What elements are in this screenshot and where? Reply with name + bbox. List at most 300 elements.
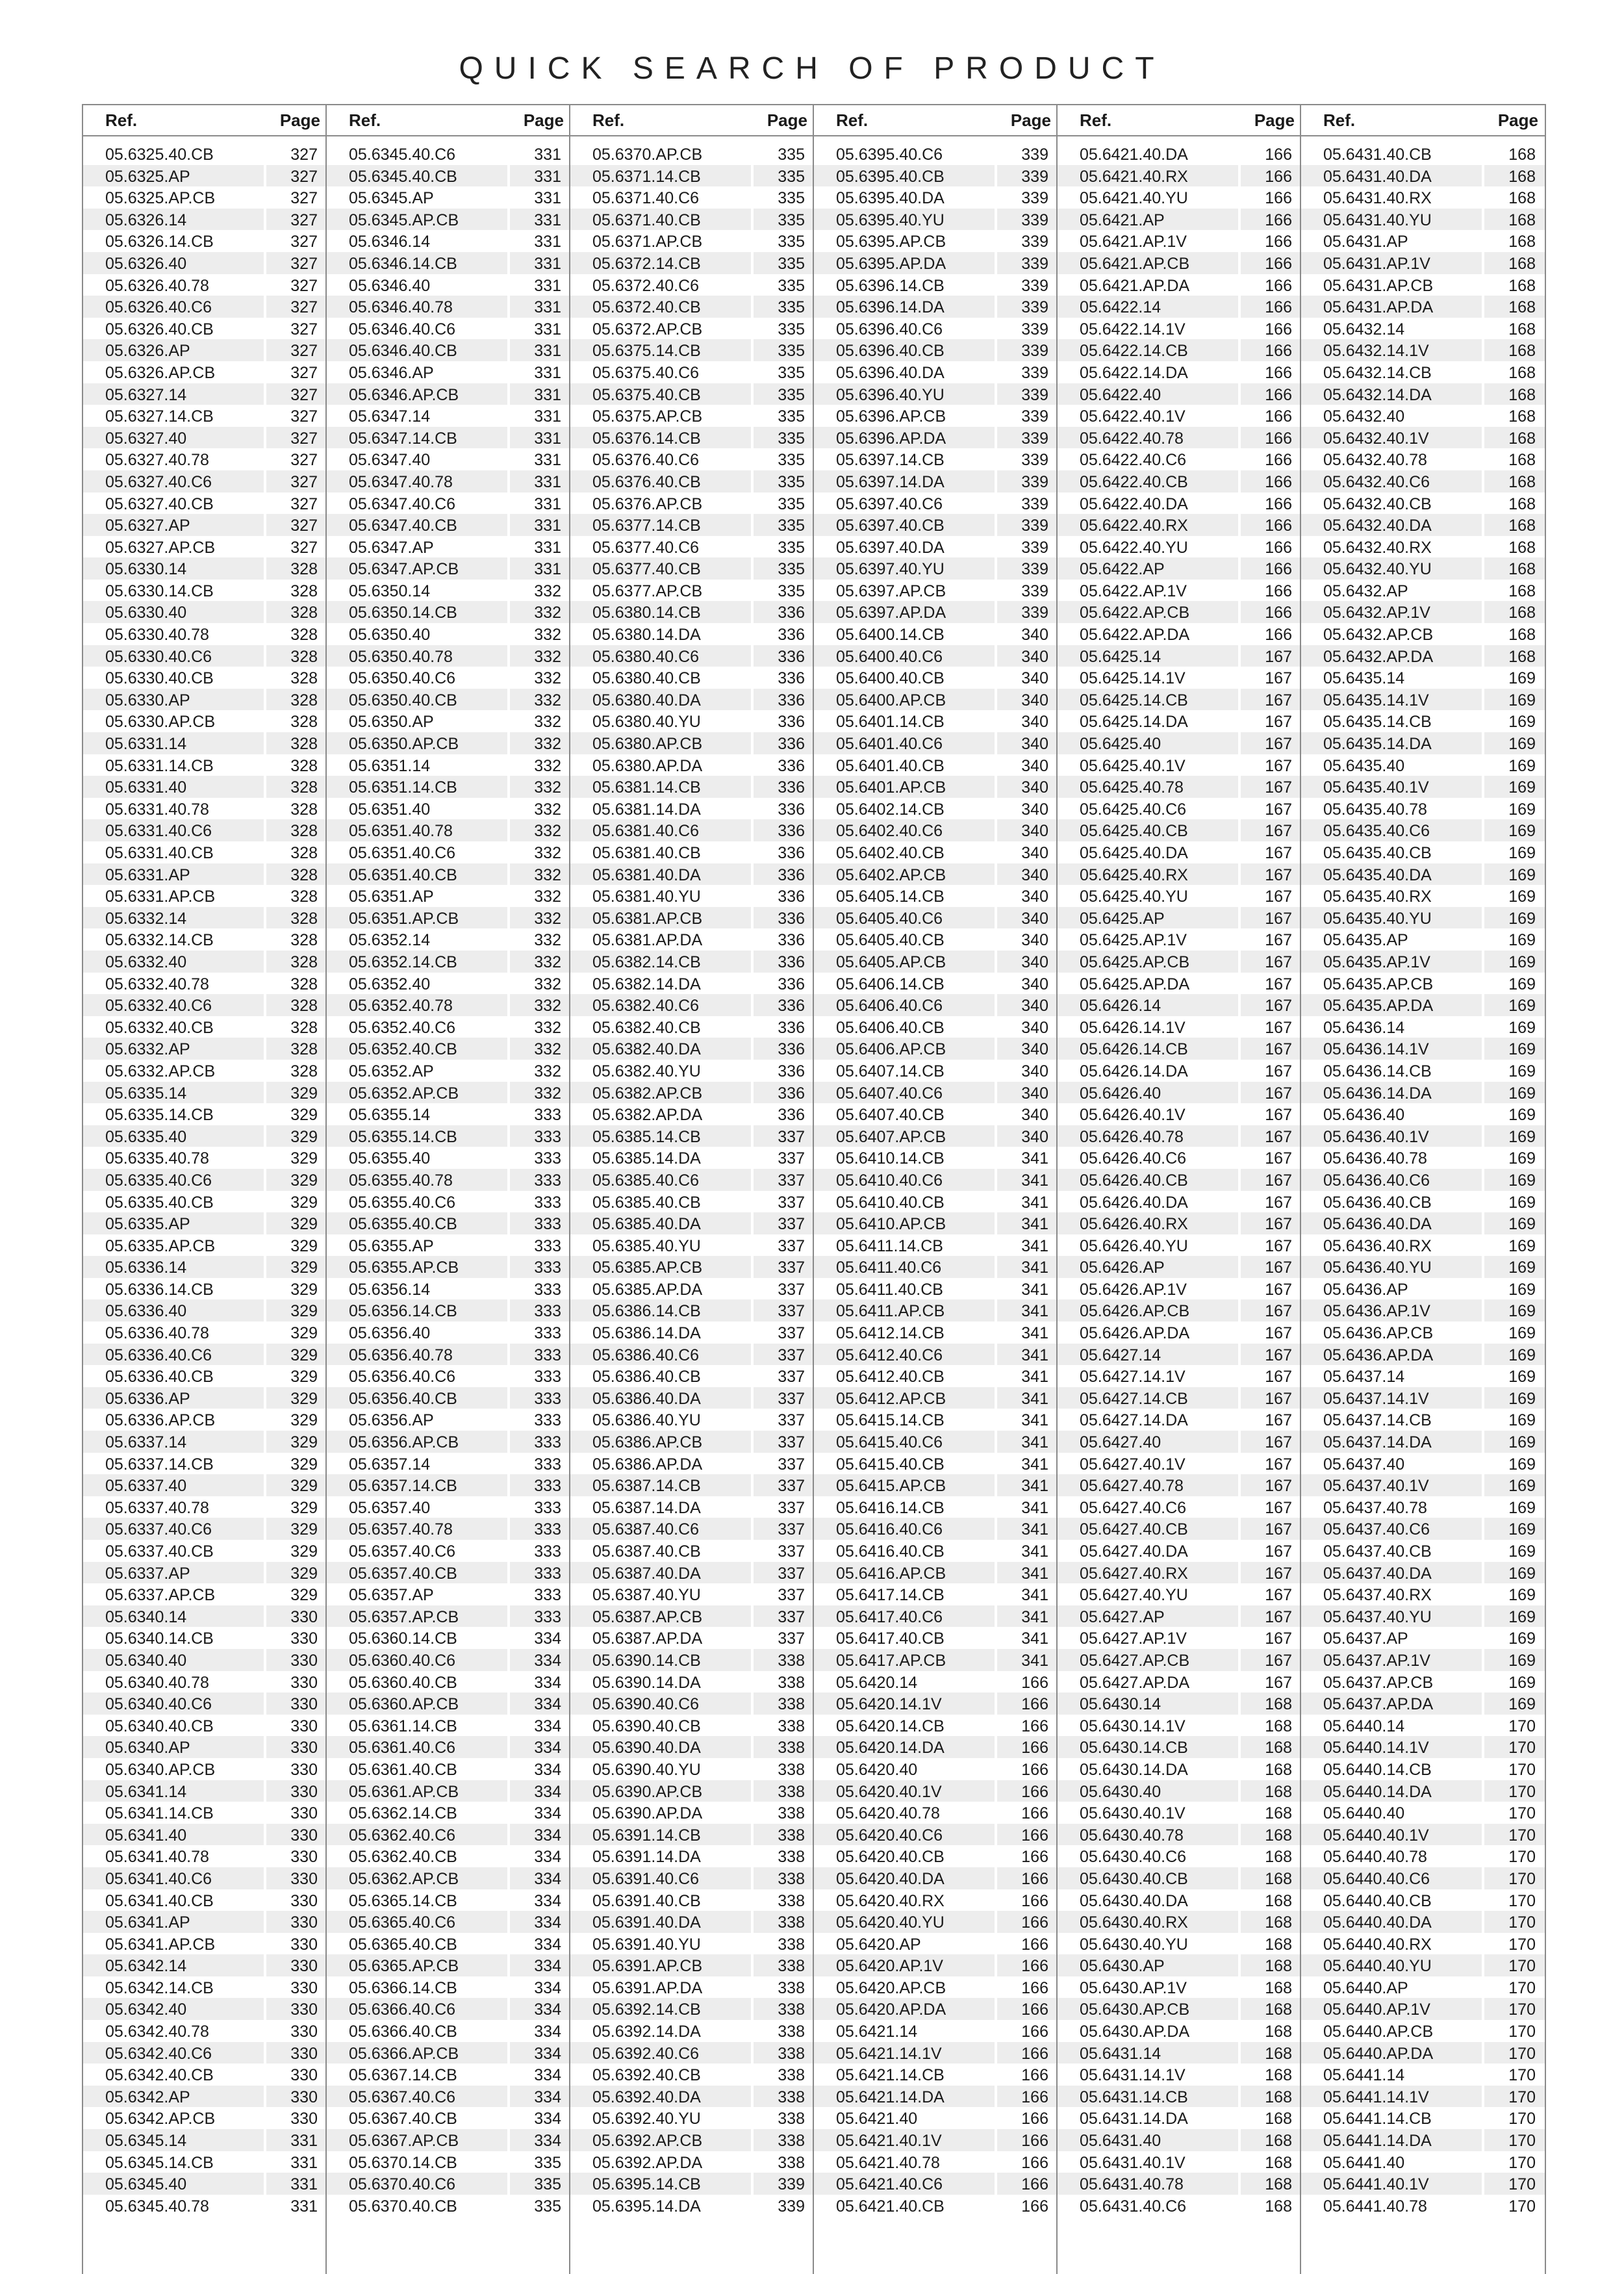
table-row [327, 1082, 570, 1104]
cell-divider [507, 2129, 510, 2151]
cell-divider [1482, 1715, 1484, 1737]
product-ref: 05.6396.40.YU [836, 385, 945, 404]
table-row [83, 1234, 327, 1257]
cell-divider [995, 601, 997, 623]
cell-divider [1482, 1954, 1484, 1976]
product-ref: 05.6401.14.CB [836, 713, 945, 732]
page-number: 331 [534, 320, 561, 339]
table-row [327, 209, 570, 231]
product-ref: 05.6427.40.78 [1080, 1477, 1184, 1496]
table-row [1058, 1998, 1301, 2020]
table-row [327, 1780, 570, 1802]
page-number: 341 [1021, 1368, 1048, 1386]
cell-divider [1482, 1169, 1484, 1191]
table-row [327, 1169, 570, 1191]
page-number: 328 [290, 865, 318, 884]
cell-divider [264, 1103, 266, 1125]
product-ref: 05.6352.40.78 [349, 997, 453, 1016]
product-ref: 05.6371.40.CB [592, 211, 701, 229]
product-ref: 05.6426.AP.DA [1080, 1324, 1190, 1343]
page-number: 166 [1021, 1695, 1048, 1714]
cell-divider [1482, 514, 1484, 536]
cell-divider [507, 143, 510, 165]
table-row [570, 1060, 814, 1082]
table-row [327, 951, 570, 973]
cell-divider [751, 1802, 754, 1824]
product-ref: 05.6330.40.CB [105, 669, 214, 688]
page-number: 166 [1265, 189, 1292, 208]
page-number: 168 [1265, 2153, 1292, 2172]
page-number: 327 [290, 167, 318, 186]
table-row [1058, 2042, 1301, 2064]
cell-divider [264, 1562, 266, 1584]
table-row [570, 318, 814, 340]
product-ref: 05.6421.14.1V [836, 2044, 942, 2063]
page-number: 166 [1265, 581, 1292, 600]
table-row [83, 1278, 327, 1300]
cell-divider [751, 383, 754, 405]
product-ref: 05.6432.AP.CB [1323, 626, 1434, 645]
table-row [1058, 1583, 1301, 1605]
table-row [1301, 1169, 1545, 1191]
cell-divider [507, 470, 510, 492]
table-row [83, 645, 327, 667]
table-row [570, 165, 814, 187]
table-row [1058, 689, 1301, 711]
product-ref: 05.6395.40.CB [836, 167, 945, 186]
page-number: 336 [778, 778, 805, 797]
product-ref: 05.6382.40.YU [592, 1062, 701, 1080]
product-ref: 05.6350.40 [349, 626, 431, 645]
table-row [1058, 1496, 1301, 1518]
cell-divider [995, 1060, 997, 1082]
product-ref: 05.6357.40.CB [349, 1564, 457, 1583]
product-ref: 05.6342.14.CB [105, 1978, 214, 1997]
table-row [570, 361, 814, 383]
table-row [1058, 1758, 1301, 1780]
product-ref: 05.6402.AP.CB [836, 865, 946, 884]
cell-divider [751, 470, 754, 492]
cell-divider [995, 427, 997, 449]
table-row [83, 2020, 327, 2042]
product-ref: 05.6397.40.DA [836, 538, 945, 557]
product-ref: 05.6422.40.DA [1080, 494, 1188, 513]
product-ref: 05.6437.40.CB [1323, 1542, 1432, 1561]
product-ref: 05.6342.40.C6 [105, 2044, 212, 2063]
product-ref: 05.6372.AP.CB [592, 320, 703, 339]
page-number: 166 [1265, 298, 1292, 317]
product-ref: 05.6435.14.DA [1323, 735, 1432, 754]
table-row [570, 1954, 814, 1976]
page-number: 169 [1508, 778, 1536, 797]
table-row [1058, 230, 1301, 252]
page-number: 338 [778, 1717, 805, 1735]
cell-divider [507, 710, 510, 732]
table-row [570, 2086, 814, 2108]
page-number: 336 [778, 735, 805, 754]
table-row [327, 580, 570, 602]
product-ref: 05.6327.AP.CB [105, 538, 216, 557]
cell-divider [995, 1387, 997, 1409]
table-row [814, 1125, 1058, 1147]
cell-divider [751, 405, 754, 427]
table-row [1301, 514, 1545, 536]
page-number: 335 [778, 298, 805, 317]
page-number: 166 [1265, 429, 1292, 448]
product-ref: 05.6327.40.CB [105, 494, 214, 513]
table-row [1058, 361, 1301, 383]
product-ref: 05.6391.AP.CB [592, 1957, 703, 1976]
table-row [83, 165, 327, 187]
page-number: 168 [1265, 1935, 1292, 1954]
page-number: 167 [1265, 1368, 1292, 1386]
product-ref: 05.6387.40.CB [592, 1542, 701, 1561]
cell-divider [507, 230, 510, 252]
product-ref: 05.6332.40.CB [105, 1018, 214, 1037]
cell-divider [751, 318, 754, 340]
product-ref: 05.6371.AP.CB [592, 233, 703, 251]
page-number: 334 [534, 1629, 561, 1648]
cell-divider [507, 645, 510, 667]
cell-divider [751, 2129, 754, 2151]
table-row [1301, 165, 1545, 187]
cell-divider [507, 405, 510, 427]
page-number: 169 [1508, 952, 1536, 971]
cell-divider [1238, 2042, 1241, 2064]
cell-divider [995, 1933, 997, 1955]
product-ref: 05.6326.AP [105, 342, 190, 361]
product-ref: 05.6437.AP.1V [1323, 1651, 1430, 1670]
cell-divider [751, 623, 754, 645]
table-row [570, 1933, 814, 1955]
cell-divider [1238, 1453, 1241, 1475]
cell-divider [995, 623, 997, 645]
page-number: 169 [1508, 1695, 1536, 1714]
cell-divider [264, 1169, 266, 1191]
page-number: 335 [778, 560, 805, 579]
table-row [83, 536, 327, 558]
cell-divider [1482, 1365, 1484, 1387]
table-row [1301, 1627, 1545, 1649]
table-row [1301, 2086, 1545, 2108]
product-ref: 05.6420.14.1V [836, 1695, 942, 1714]
cell-divider [751, 2086, 754, 2108]
table-row [1301, 448, 1545, 470]
page-number: 338 [778, 2044, 805, 2063]
cell-divider [995, 1583, 997, 1605]
cell-divider [264, 623, 266, 645]
cell-divider [1482, 252, 1484, 274]
cell-divider [1482, 143, 1484, 165]
table-row [327, 252, 570, 274]
product-ref: 05.6390.40.DA [592, 1739, 701, 1757]
page-number: 331 [534, 363, 561, 382]
product-ref: 05.6410.AP.CB [836, 1215, 946, 1234]
product-ref: 05.6392.40.DA [592, 2088, 701, 2106]
page-number: 166 [1021, 1891, 1048, 1910]
page-number: 334 [534, 2088, 561, 2106]
page-number: 168 [1508, 189, 1536, 208]
product-ref: 05.6437.40.DA [1323, 1564, 1432, 1583]
page-number: 329 [290, 1106, 318, 1125]
product-ref: 05.6330.14.CB [105, 581, 214, 600]
cell-divider [507, 536, 510, 558]
page-number: 166 [1021, 1957, 1048, 1976]
table-row [1058, 1780, 1301, 1802]
cell-divider [1482, 776, 1484, 798]
product-ref: 05.6346.40.78 [349, 298, 453, 317]
page-number: 340 [1021, 647, 1048, 666]
product-ref: 05.6357.14.CB [349, 1477, 457, 1496]
product-ref: 05.6436.14.CB [1323, 1062, 1432, 1080]
product-ref: 05.6351.14 [349, 756, 431, 775]
page-number: 336 [778, 669, 805, 688]
product-ref: 05.6426.40.RX [1080, 1215, 1188, 1234]
product-ref: 05.6421.14.DA [836, 2088, 945, 2106]
table-row [1301, 1562, 1545, 1584]
product-ref: 05.6390.AP.CB [592, 1782, 703, 1801]
product-ref: 05.6430.40.CB [1080, 1869, 1188, 1888]
product-ref: 05.6395.14.CB [592, 2175, 701, 2194]
page-number: 331 [290, 2197, 318, 2216]
table-row [1301, 405, 1545, 427]
page-number: 168 [1265, 2132, 1292, 2151]
product-ref: 05.6355.AP [349, 1236, 434, 1255]
product-ref: 05.6432.40.78 [1323, 451, 1427, 470]
cell-divider [751, 2042, 754, 2064]
product-ref: 05.6356.40.C6 [349, 1368, 456, 1386]
cell-divider [264, 1911, 266, 1933]
table-row [83, 1649, 327, 1671]
product-ref: 05.6430.AP.DA [1080, 2023, 1190, 2041]
page-number: 167 [1265, 756, 1292, 775]
cell-divider [1482, 557, 1484, 580]
table-row [327, 1715, 570, 1737]
page-number: 331 [534, 233, 561, 251]
table-row [1301, 1693, 1545, 1715]
page-number: 170 [1508, 1760, 1536, 1779]
product-ref: 05.6435.40 [1323, 756, 1405, 775]
product-ref: 05.6426.14.1V [1080, 1018, 1186, 1037]
table-row [1058, 252, 1301, 274]
page-number: 167 [1265, 1280, 1292, 1299]
cell-divider [1238, 1671, 1241, 1693]
product-ref: 05.6395.40.YU [836, 211, 945, 229]
page-number: 167 [1265, 1607, 1292, 1626]
product-ref: 05.6412.40.CB [836, 1368, 945, 1386]
page-number: 170 [1508, 1869, 1536, 1888]
product-ref: 05.6352.40 [349, 975, 431, 993]
page-number: 332 [534, 909, 561, 928]
table-row [814, 1998, 1058, 2020]
cell-divider [264, 1125, 266, 1147]
cell-divider [751, 580, 754, 602]
table-row [83, 623, 327, 645]
table-row [83, 1605, 327, 1628]
cell-divider [507, 1671, 510, 1693]
product-ref: 05.6335.40 [105, 1127, 187, 1146]
page-number: 330 [290, 2023, 318, 2041]
table-row [570, 470, 814, 492]
table-row [327, 1889, 570, 1911]
page-number: 170 [1508, 1978, 1536, 1997]
product-ref: 05.6435.14.CB [1323, 713, 1432, 732]
cell-divider [995, 2063, 997, 2086]
table-row [327, 339, 570, 361]
product-ref: 05.6400.14.CB [836, 626, 945, 645]
cell-divider [507, 2086, 510, 2108]
product-ref: 05.6377.14.CB [592, 517, 701, 535]
product-ref: 05.6425.40 [1080, 735, 1161, 754]
page-number: 328 [290, 669, 318, 688]
page-number: 170 [1508, 1804, 1536, 1823]
table-row [1301, 1758, 1545, 1780]
page-number: 327 [290, 320, 318, 339]
product-ref: 05.6431.40.YU [1323, 211, 1432, 229]
cell-divider [264, 885, 266, 907]
table-row [83, 296, 327, 318]
cell-divider [507, 361, 510, 383]
table-row [570, 623, 814, 645]
table-row [570, 667, 814, 689]
table-row [570, 1583, 814, 1605]
page-number: 168 [1508, 385, 1536, 404]
table-row [1058, 1562, 1301, 1584]
product-ref: 05.6421.40.DA [1080, 146, 1188, 164]
page-number: 333 [534, 1477, 561, 1496]
page-number: 333 [534, 1215, 561, 1234]
table-row [1301, 230, 1545, 252]
table-row [814, 1518, 1058, 1540]
table-row [814, 689, 1058, 711]
product-ref: 05.6355.40.78 [349, 1171, 453, 1190]
page-number: 329 [290, 1411, 318, 1430]
product-ref: 05.6351.40.78 [349, 822, 453, 841]
cell-divider [1238, 1344, 1241, 1366]
cell-divider [751, 907, 754, 929]
table-row [814, 514, 1058, 536]
table-row [1301, 994, 1545, 1016]
cell-divider [1238, 1758, 1241, 1780]
product-ref: 05.6426.40.CB [1080, 1171, 1188, 1190]
page-number: 331 [534, 407, 561, 426]
page-number: 169 [1508, 1455, 1536, 1474]
table-row [570, 2173, 814, 2195]
product-ref: 05.6326.AP.CB [105, 363, 216, 382]
cell-divider [751, 1431, 754, 1453]
page-number: 166 [1021, 1782, 1048, 1801]
page-number: 166 [1021, 1717, 1048, 1735]
table-row [83, 318, 327, 340]
product-ref: 05.6341.40.C6 [105, 1869, 212, 1888]
table-row [1058, 1103, 1301, 1125]
product-ref: 05.6420.14 [836, 1673, 918, 1692]
cell-divider [751, 1082, 754, 1104]
page-number: 166 [1265, 342, 1292, 361]
product-ref: 05.6370.40.C6 [349, 2175, 456, 2194]
page-number: 169 [1508, 1433, 1536, 1452]
cell-divider [507, 1474, 510, 1496]
page-number: 340 [1021, 822, 1048, 841]
product-ref: 05.6380.14.CB [592, 604, 701, 622]
table-row [1301, 2042, 1545, 2064]
product-ref: 05.6436.40.78 [1323, 1149, 1427, 1168]
table-row [327, 1387, 570, 1409]
table-row [83, 405, 327, 427]
cell-divider [507, 1256, 510, 1278]
index-column [813, 104, 1058, 2274]
product-ref: 05.6436.AP [1323, 1280, 1408, 1299]
table-row [1058, 318, 1301, 340]
product-ref: 05.6436.14 [1323, 1018, 1405, 1037]
product-ref: 05.6335.40.78 [105, 1149, 209, 1168]
cell-divider [507, 601, 510, 623]
table-row [814, 667, 1058, 689]
product-ref: 05.6411.AP.CB [836, 1302, 945, 1321]
table-row [83, 710, 327, 732]
cell-divider [507, 209, 510, 231]
table-row [1301, 2020, 1545, 2042]
cell-divider [264, 2151, 266, 2173]
cell-divider [507, 1693, 510, 1715]
cell-divider [995, 580, 997, 602]
table-row [83, 1125, 327, 1147]
table-row [1301, 863, 1545, 886]
page-number: 167 [1265, 1324, 1292, 1343]
product-ref: 05.6427.40.DA [1080, 1542, 1188, 1561]
cell-divider [1482, 1518, 1484, 1540]
product-ref: 05.6380.AP.CB [592, 735, 703, 754]
page-number: 332 [534, 604, 561, 622]
product-ref: 05.6435.40.RX [1323, 888, 1432, 906]
page-number: 339 [778, 2197, 805, 2216]
page-header: Page [1254, 110, 1295, 130]
product-ref: 05.6391.40.YU [592, 1935, 701, 1954]
cell-divider [1238, 645, 1241, 667]
product-ref: 05.6416.14.CB [836, 1498, 945, 1517]
page-number: 331 [290, 2153, 318, 2172]
cell-divider [507, 1583, 510, 1605]
table-row [1058, 1736, 1301, 1758]
cell-divider [507, 2020, 510, 2042]
product-ref: 05.6386.40.YU [592, 1411, 701, 1430]
page-number: 337 [778, 1542, 805, 1561]
product-ref: 05.6362.40.CB [349, 1848, 457, 1867]
table-row [1301, 1715, 1545, 1737]
product-ref: 05.6435.14 [1323, 669, 1405, 688]
product-ref: 05.6425.14.CB [1080, 691, 1188, 709]
table-row [570, 754, 814, 776]
cell-divider [995, 994, 997, 1016]
table-row [814, 1453, 1058, 1475]
page-number: 330 [290, 1935, 318, 1954]
table-row [1058, 1299, 1301, 1322]
table-row [570, 2063, 814, 2086]
product-ref: 05.6417.40.CB [836, 1629, 945, 1648]
table-row [327, 754, 570, 776]
product-ref: 05.6416.AP.CB [836, 1564, 946, 1583]
cell-divider [1482, 1933, 1484, 1955]
table-row [1058, 274, 1301, 296]
table-row [327, 1976, 570, 1999]
page-number: 169 [1508, 1411, 1536, 1430]
page-number: 329 [290, 1542, 318, 1561]
table-row [1058, 557, 1301, 580]
cell-divider [507, 1125, 510, 1147]
cell-divider [507, 1299, 510, 1322]
table-row [83, 1540, 327, 1562]
product-ref: 05.6340.40.C6 [105, 1695, 212, 1714]
